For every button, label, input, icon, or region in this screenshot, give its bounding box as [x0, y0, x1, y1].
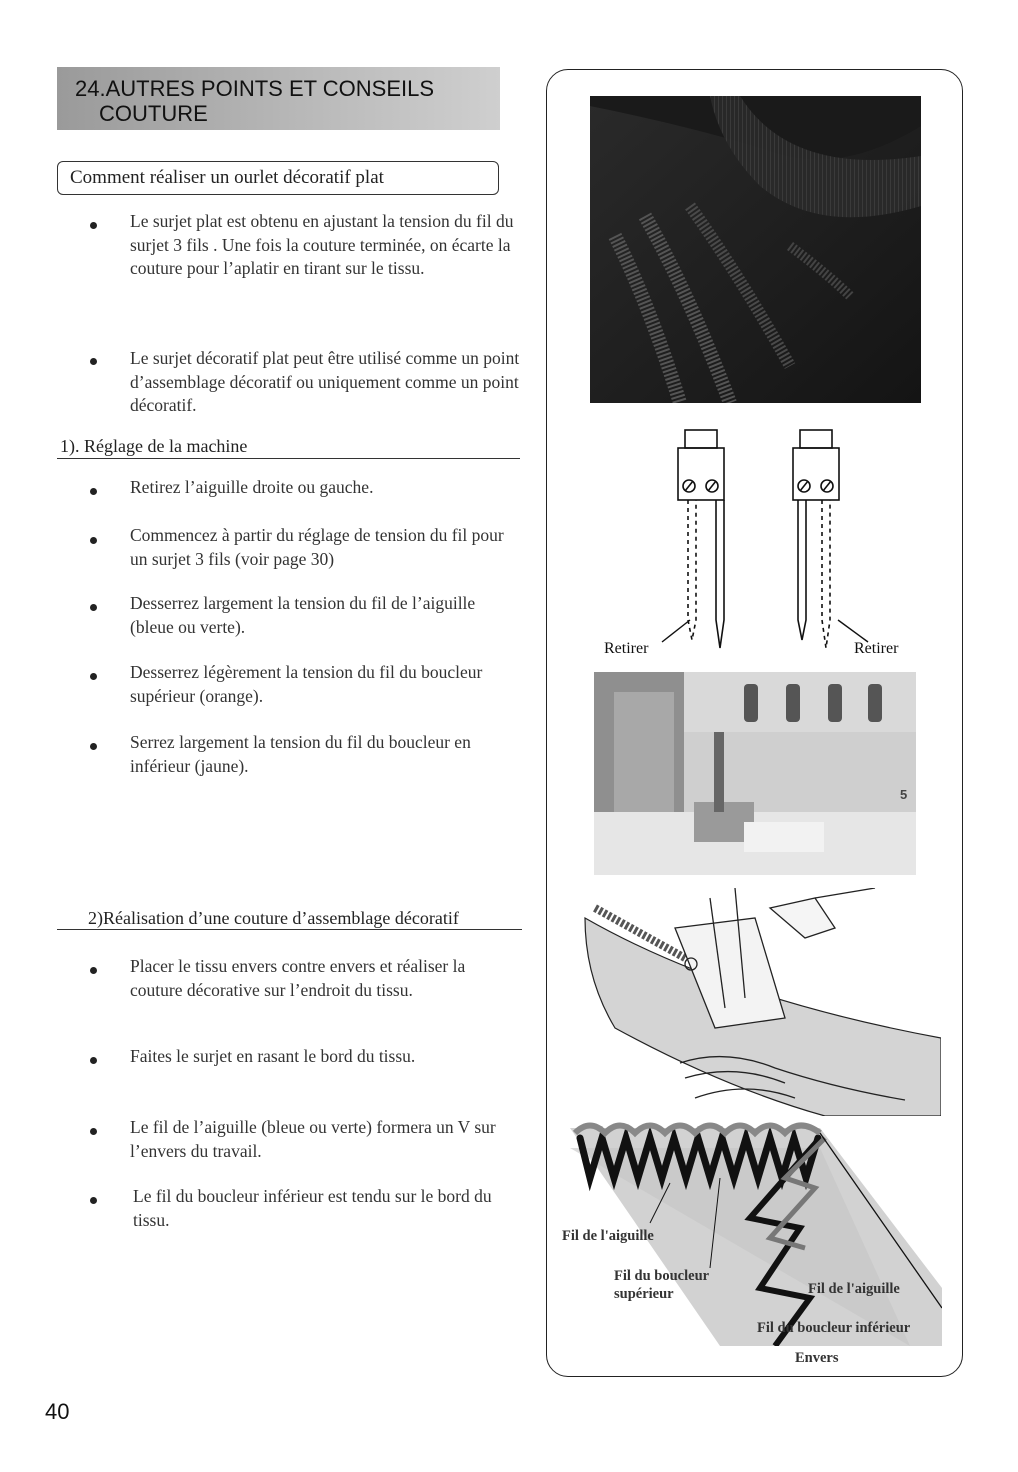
upper-looper-label	[614, 1267, 709, 1303]
upper-looper-label-line1: Fil du boucleur	[614, 1268, 710, 1284]
intro-paragraph-2: Le surjet décoratif plat peut être utilisé comme un point d’assemblage décoratif ou uniquement comme un point décoratif.	[130, 348, 520, 415]
bullet-dot	[90, 358, 97, 365]
left-needle-icon	[678, 430, 724, 648]
needle-thread-label: Fil de l'aiguille	[562, 1228, 654, 1244]
section-header-line1: 24.AUTRES POINTS ET CONSEILS	[75, 76, 435, 101]
bullet-dot	[90, 604, 97, 611]
garment-photo	[590, 96, 921, 403]
page-number: 40	[45, 1399, 70, 1424]
machine-setup-heading: 1). Réglage de la machine	[57, 436, 520, 459]
sewing-illustration	[575, 888, 941, 1116]
bullet-dot	[90, 1057, 97, 1064]
bullet-dot	[90, 967, 97, 974]
reverse-side-label: Envers	[795, 1350, 839, 1366]
remove-left-label: Retirer	[604, 640, 649, 657]
seam-step-1: Placer le tissu envers contre envers et réaliser la couture décorative sur l’endroit du tissu.	[130, 956, 466, 1000]
right-needle-icon	[793, 430, 839, 648]
needle-diagram	[580, 420, 920, 660]
section-header	[57, 67, 500, 130]
bullet-dot	[90, 743, 97, 750]
machine-number: 5	[900, 787, 908, 802]
bullet-dot	[90, 1197, 97, 1204]
subsection-title: Comment réaliser un ourlet décoratif plat	[57, 161, 499, 195]
section-header-line2: COUTURE	[99, 101, 208, 126]
setup-step-5: Serrez largement la tension du fil du boucleur en inférieur (jaune).	[130, 732, 471, 776]
needle-thread-label-2: Fil de l'aiguille	[808, 1281, 900, 1297]
bullet-dot	[90, 1128, 97, 1135]
remove-right-label: Retirer	[854, 640, 899, 657]
seam-step-2: Faites le surjet en rasant le bord du tissu.	[130, 1046, 416, 1066]
bullet-dot	[90, 488, 97, 495]
setup-step-3: Desserrez largement la tension du fil de l’aiguille (bleue ou verte).	[130, 593, 476, 637]
lower-looper-label: Fil du boucleur inférieur	[757, 1320, 911, 1336]
setup-step-4: Desserrez légèrement la tension du fil du boucleur supérieur (orange).	[130, 662, 483, 706]
setup-step-1: Retirez l’aiguille droite ou gauche.	[130, 477, 374, 497]
decorative-seam-heading: 2)Réalisation d’une couture d’assemblage décoratif	[57, 908, 522, 930]
bullet-dot	[90, 537, 97, 544]
bullet-dot	[90, 673, 97, 680]
seam-step-3: Le fil de l’aiguille (bleue ou verte) formera un V sur l’envers du travail.	[130, 1117, 496, 1161]
seam-step-4: Le fil du boucleur inférieur est tendu sur le bord du tissu.	[133, 1186, 492, 1230]
bullet-dot	[90, 222, 97, 229]
upper-looper-label-line2: supérieur	[614, 1286, 674, 1302]
serger-photo	[594, 672, 916, 875]
intro-paragraph-1: Le surjet plat est obtenu en ajustant la tension du fil du surjet 3 fils . Une fois la couture terminée, on écarte la couture pour l’aplatir en tirant sur le tissu.	[130, 211, 514, 278]
setup-step-2: Commencez à partir du réglage de tension du fil pour un surjet 3 fils (voir page 30)	[130, 525, 504, 569]
